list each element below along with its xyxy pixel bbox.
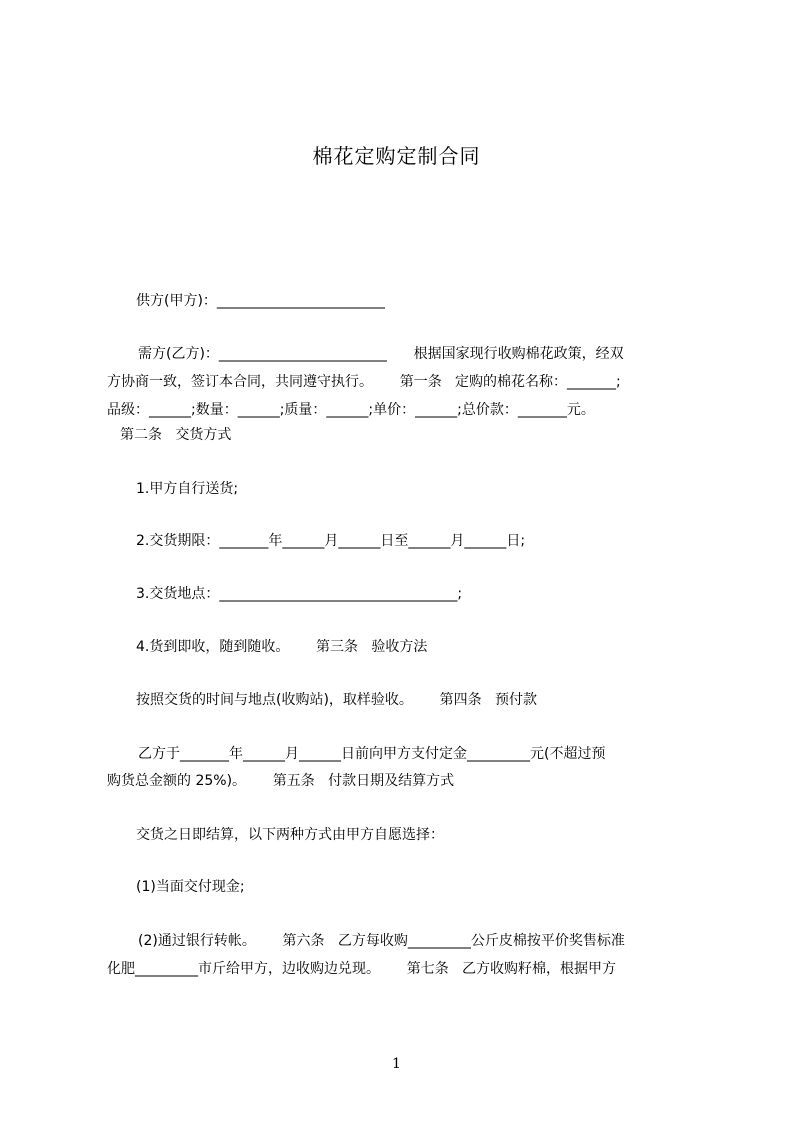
article-two-heading: 第二条 交货方式 <box>120 427 232 443</box>
deposit-line-cont: 购货总金额的 25%)。 第五条 付款日期及结算方式 <box>107 773 455 789</box>
payment-option-1: (1)当面交付现金; <box>136 879 245 895</box>
supplier-line: 供方(甲方)：________________________ <box>136 293 385 309</box>
delivery-item-4: 4.货到即收，随到随收。 第三条 验收方法 <box>136 639 428 655</box>
payment-option-2: (2)通过银行转帐。 第六条 乙方每收购_________公斤皮棉按平价奖售标准 <box>138 933 625 949</box>
delivery-item-2: 2.交货期限：_______年______月______日至______月______日; <box>136 533 526 549</box>
settlement-line: 交货之日即结算，以下两种方式由甲方自愿选择： <box>136 827 444 843</box>
page-number: 1 <box>392 1056 401 1072</box>
delivery-item-3: 3.交货地点：__________________________________; <box>136 586 463 602</box>
fertilizer-line: 化肥_________市斤给甲方，边收购边兑现。 第七条 乙方收购籽棉，根据甲方 <box>107 961 617 977</box>
deposit-line: 乙方于_______年______月______日前向甲方支付定金_________元(不超过预 <box>138 746 606 762</box>
inspection-line: 按照交货的时间与地点(收购站)，取样验收。 第四条 预付款 <box>136 692 537 708</box>
grade-line: 品级：______;数量：______;质量：______;单价：______;总价款：_______元。 <box>107 402 595 418</box>
delivery-item-1: 1.甲方自行送货; <box>136 481 239 497</box>
agreement-line: 方协商一致，签订本合同，共同遵守执行。 第一条 定购的棉花名称：_______; <box>107 374 621 390</box>
buyer-line: 需方(乙方)：________________________ 根据国家现行收购棉花政策，经双 <box>138 346 624 362</box>
document-title: 棉花定购定制合同 <box>312 144 481 168</box>
